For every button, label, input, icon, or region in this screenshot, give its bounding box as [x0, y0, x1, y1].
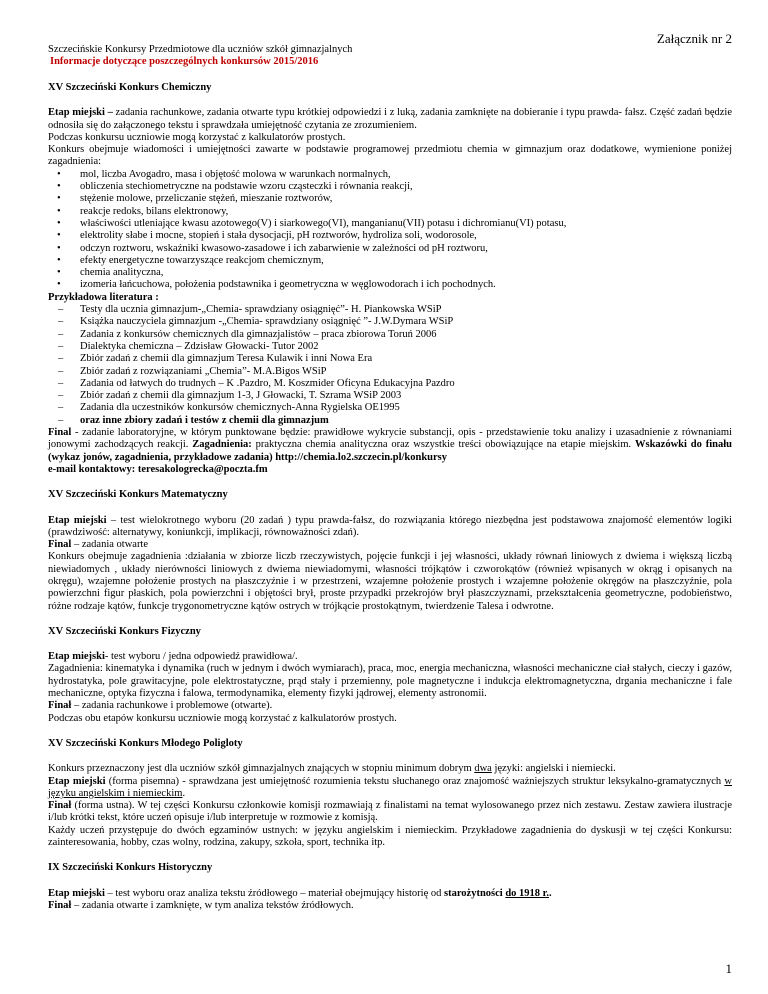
chem-scope: Konkurs obejmuje wiadomości i umiejętności zawarte w podstawie programowej przedmiotu chemia w gimnazjum oraz dodatkowe, wymienione poniżej zagadnienia: — [48, 144, 732, 168]
list-item — [48, 415, 732, 427]
list-item: – Zadania z konkursów chemicznych dla gimnazjalistów – praca zbiorowa Toruń 2006 — [48, 329, 732, 341]
list-item: • obliczenia stechiometryczne na podstawie wzoru cząsteczki i równania reakcji, — [48, 181, 732, 193]
math-etap-text: – test wielokrotnego wyboru (20 zadań ) typu prawda-fałsz, do rozwiązania którego niezbędna jest podstawowa znajomość elementów logiki (prawdziwość: alternatywy, koniunkcji, implikacji, równoważności zdań). — [48, 514, 733, 538]
list-item: • izomeria łańcuchowa, położenia podstawnika i geometryczna w węglowodorach i ich pochodnych. — [48, 279, 732, 291]
chem-title: XV Szczeciński Konkurs Chemiczny — [48, 82, 212, 93]
chem-final-label: Final — [48, 427, 72, 439]
chem-etap — [48, 107, 732, 132]
poly-etap-underline: w języku angielskim i niemieckim — [48, 775, 732, 799]
hist-etap-bold2: do 1918 r. — [505, 887, 550, 899]
phys-final-text: – zadania rachunkowe i problemowe (otwarte). — [71, 700, 273, 712]
list-item: • odczyn roztworu, wskaźniki kwasowo-zasadowe i ich zabarwienie w zależności od pH roztworu, — [48, 243, 732, 255]
poly-final — [48, 800, 732, 825]
chem-contact[interactable]: e-mail kontaktowy: teresakologrecka@poczta.fm — [48, 463, 268, 475]
chem-zag-label: Zagadnienia: — [192, 439, 252, 451]
list-item: • mol, liczba Avogadro, masa i objętość molowa w warunkach normalnych, — [48, 169, 732, 181]
chem-etap-text: zadania rachunkowe, zadania otwarte typu krótkiej odpowiedzi i z luką, zadania zamknięte na dobieranie i typu prawda- fałsz. Część zadań będzie odnosiła się do załączonego tekstu i sprawdzała umiejętność czytania ze zrozumieniem. — [48, 107, 732, 131]
chem-lit-title: Przykładowa literatura : — [48, 291, 159, 303]
phys-title: XV Szczeciński Konkurs Fizyczny — [48, 625, 201, 637]
chem-etap-label: Etap miejski – — [48, 107, 113, 119]
list-item: – Zadania dla uczestników konkursów chemicznych-Anna Rygielska OE1995 — [48, 402, 732, 414]
list-item: – Zbiór zadań z chemii dla gimnazjum Teresa Kulawik i inni Nowa Era — [48, 353, 732, 365]
poly-intro — [48, 763, 732, 775]
poly-title: XV Szczeciński Konkurs Młodego Poligloty — [48, 737, 243, 749]
list-item: – Dialektyka chemiczna – Zdzisław Głowacki- Tutor 2002 — [48, 341, 732, 353]
document-body — [48, 82, 732, 912]
math-etap-label: Etap miejski — [48, 514, 107, 526]
chem-final-text: - zadanie laboratoryjne, w którym punktowane będzie: prawidłowe wykrycie substancji, opis - przedstawienie toku analizy i uzasadnienie z równaniami jonowymi zachodzących reakcji. — [48, 427, 732, 451]
hist-etap-text: – test wyboru oraz analiza tekstu źródłowego – materiał obejmujący historię od — [104, 887, 444, 899]
chem-literature — [48, 304, 732, 427]
phys-final — [48, 700, 732, 712]
list-item: – Książka nauczyciela gimnazjum -„Chemia- sprawdziany osiągnięć ”- J.W.Dymara WSiP — [48, 316, 732, 328]
phys-topics: Zagadnienia: kinematyka i dynamika (ruch w jednym i dwóch wymiarach), praca, moc, energia mechaniczna, własności mechaniczne ciał stałych, cieczy i gazów, hydrostatyka, pole grawitacyjne, pole elektrostatyczne, prąd stały i przemienny, pole magnetyczne i indukcja elektromagnetyczna, drgania mechaniczne i fale mechaniczne, optyka fizyczna i falowa, termodynamika, elementy fizyki jądrowej, elementy astronomii. — [48, 663, 732, 700]
list-item: – Zbiór zadań z chemii dla gimnazjum 1-3, J Głowacki, T. Szrama WSiP 2003 — [48, 390, 732, 402]
hist-final — [48, 900, 732, 912]
phys-calc: Podczas obu etapów konkursu uczniowie mogą korzystać z kalkulatorów prostych. — [48, 712, 397, 724]
header-line: Szczecińskie Konkursy Przedmiotowe dla uczniów szkół gimnazjalnych — [48, 44, 353, 55]
list-item: • reakcje redoks, bilans elektronowy, — [48, 206, 732, 218]
chem-zag-text: praktyczna chemia analityczna oraz wszystkie treści obowiązujące na etapie miejskim. — [251, 439, 635, 451]
list-item: – Testy dla ucznia gimnazjum-„Chemia- sprawdziany osiągnięć”- H. Piankowska WSiP — [48, 304, 732, 316]
math-final-label: Final — [48, 539, 72, 551]
list-item: • elektrolity słabe i mocne, stopień i stała dysocjacji, pH roztworów, hydroliza soli, wodorosole, — [48, 230, 732, 242]
phys-etap — [48, 651, 732, 663]
poly-etap: Etap miejski (forma pisemna) - sprawdzana jest umiejętność rozumienia tekstu słuchanego oraz znajomość ważniejszych struktur leksykalno-gramatycznych w języku angielskim i niemieckim. — [48, 775, 732, 799]
list-item: • efekty energetyczne towarzyszące reakcjom chemicznym, — [48, 255, 732, 267]
list-item: – Zadania od łatwych do trudnych – K .Pazdro, M. Koszmider Oficyna Edukacyjna Pazdro — [48, 378, 732, 390]
hist-final-text: – zadania otwarte i zamknięte, w tym analiza tekstów źródłowych. — [71, 899, 354, 911]
phys-final-label: Finał — [48, 700, 72, 712]
chem-lit-bold: oraz inne zbiory zadań i testów z chemii dla gimnazjum — [80, 414, 329, 426]
chem-hints-link[interactable]: Wskazówki do finału (wykaz jonów, zagadnienia, przykładowe zadania) http://chemia.lo2.szczecin.pl/konkursy — [48, 439, 732, 463]
hist-etap: Etap miejski – test wyboru oraz analiza tekstu źródłowego – materiał obejmujący historię od starożytności do 1918 r.. — [48, 887, 552, 899]
hist-final-label: Finał — [48, 899, 72, 911]
poly-etap-text: (forma pisemna) - sprawdzana jest umiejętność rozumienia tekstu słuchanego oraz znajomość ważniejszych struktur leksykalno-gramatycznych — [105, 775, 725, 787]
hist-etap-bold1: starożytności — [444, 887, 503, 899]
list-item: • stężenie molowe, przeliczanie stężeń, mieszanie roztworów, — [48, 193, 732, 205]
chem-final — [48, 427, 732, 464]
page-number: 1 — [725, 961, 732, 976]
hist-etap-label: Etap miejski — [48, 887, 105, 899]
annex-label: Załącznik nr 2 — [656, 31, 732, 46]
phys-etap-text: - test wyboru / jedna odpowiedź prawidłowa/. — [104, 651, 298, 663]
poly-intro-a: Konkurs przeznaczony jest dla uczniów szkół gimnazjalnych znających w stopniu minimum dobrym — [48, 763, 475, 775]
poly-final-text: (forma ustna). W tej części Konkursu członkowie komisji rozmawiają z finalistami na temat wylosowanego przez nich zestawu. Zestaw zawiera ilustracje i/lub krótki tekst, które uczeń opisuje i/lub interpretuje w rozmowie z komisją. — [48, 800, 732, 824]
list-item: • chemia analityczna, — [48, 267, 732, 279]
poly-final-label: Finał — [48, 800, 72, 812]
math-scope: Konkurs obejmuje zagadnienia :działania w zbiorze liczb rzeczywistych, pojęcie funkcji i jej własności, układy równań liniowych z dwiema i większą liczbą niewiadomych , układy nierówności liniowych z dwiema niewiadomymi, własności trójkątów i czworokątów (również wpisanych w okrąg i opisanych na okręgu), wzajemne położenie prostych na płaszczyźnie i w przestrzeni, wzajemne położenie prostych i wzajemne położenie okręgów na płaszczyźnie, pola powierzchni figur płaskich, pola powierzchni i objętości brył, proste przypadki przekrojów brył płaszczyznami, przekształcenia geometryczne, podobieństwo, różne rodzaje kątów, funkcje trygonometryczne kątów ostrych w trójkącie prostokątnym, twierdzenie Talesa i odwrotne. — [48, 551, 732, 612]
math-etap — [48, 515, 732, 540]
list-item: • właściwości utleniające kwasu azotowego(V) i siarkowego(VI), manganianu(VII) potasu i dichromianu(VI) potasu, — [48, 218, 732, 230]
phys-etap-label: Etap miejski — [48, 651, 105, 663]
poly-exam: Każdy uczeń przystępuje do dwóch egzaminów ustnych: w języku angielskim i niemieckim. Przykładowe zagadnienia do dyskusji w tej części Konkursu: zainteresowania, hobby, czas wolny, rodzina, zakupy, szkoła, sport, technika itp. — [48, 824, 732, 849]
hist-title: IX Szczeciński Konkurs Historyczny — [48, 862, 213, 874]
math-final — [48, 539, 732, 551]
list-item: – Zbiór zadań z rozwiązaniami „Chemia”- M.A.Bigos WSiP — [48, 366, 732, 378]
poly-intro-underline: dwa — [474, 763, 492, 775]
poly-intro-b: języki: angielski i niemiecki. — [491, 763, 616, 775]
header-subtitle: Informacje dotyczące poszczególnych konkursów 2015/2016 — [50, 56, 319, 67]
math-title: XV Szczeciński Konkurs Matematyczny — [48, 489, 228, 501]
chem-topics — [48, 169, 732, 292]
chem-calc: Podczas konkursu uczniowie mogą korzystać z kalkulatorów prostych. — [48, 131, 346, 143]
math-final-text: – zadania otwarte — [71, 539, 149, 551]
poly-etap-label: Etap miejski — [48, 775, 106, 787]
